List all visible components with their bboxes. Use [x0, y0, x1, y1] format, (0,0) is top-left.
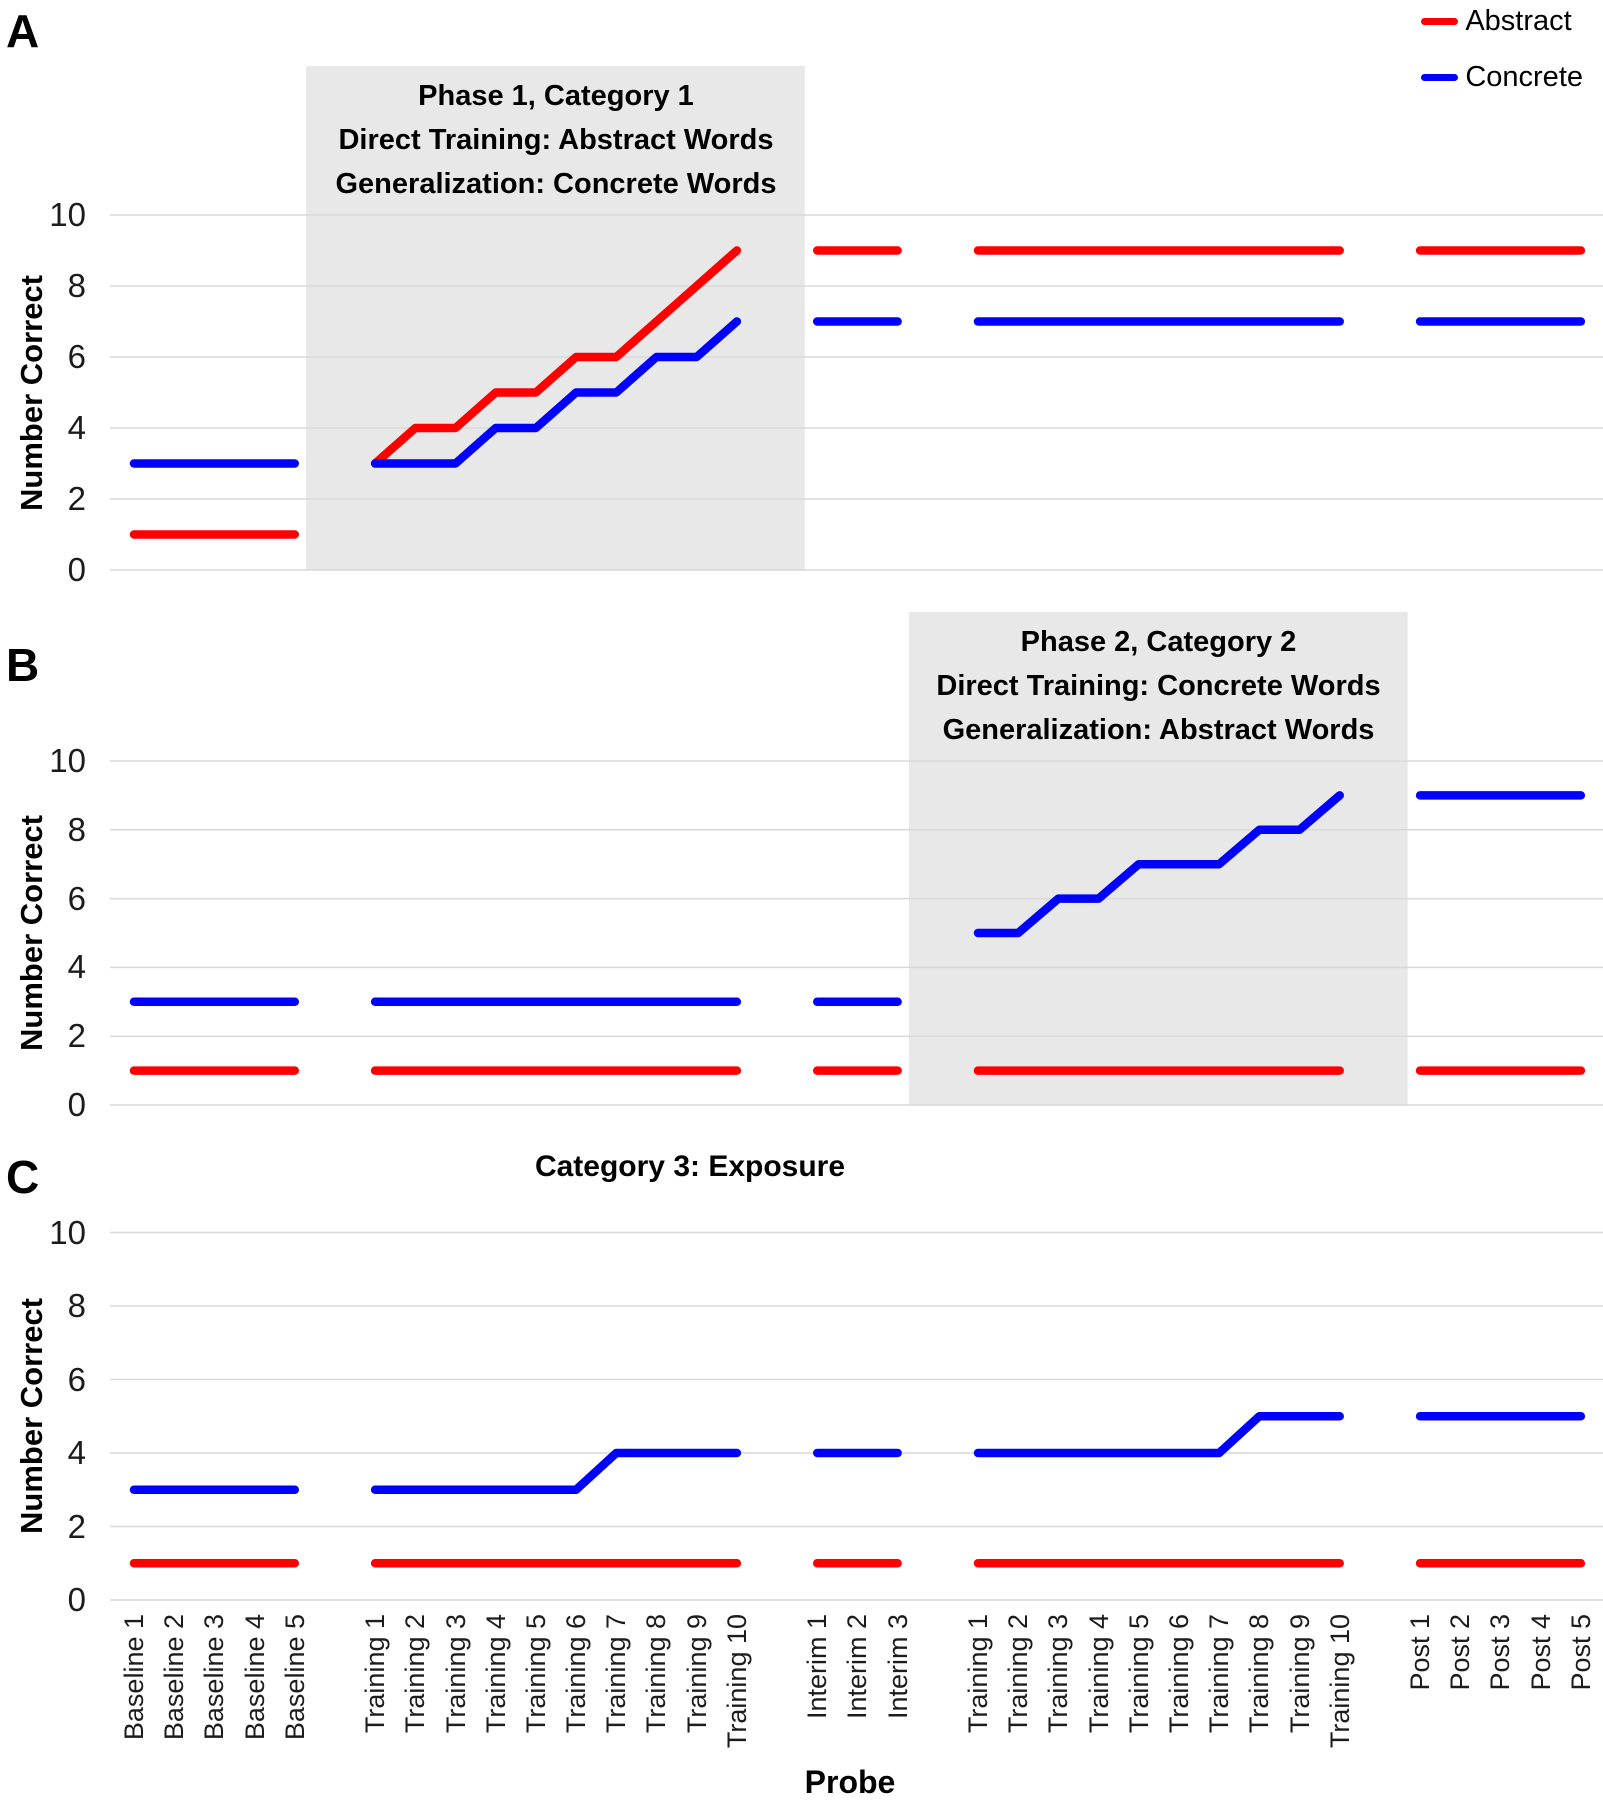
- y-tick-label: 6: [67, 1360, 86, 1398]
- panel-a-phase-title-line2: Direct Training: Abstract Words: [338, 124, 774, 156]
- x-axis-title: Probe: [804, 1764, 896, 1800]
- x-tick-label: Training 5: [1123, 1614, 1154, 1734]
- x-tick-label: Training 6: [561, 1614, 592, 1734]
- x-tick-label: Baseline 3: [199, 1614, 230, 1741]
- x-tick-label: Training 10: [1324, 1614, 1355, 1749]
- y-tick-label: 4: [67, 1434, 86, 1471]
- x-tick-label: Training 1: [962, 1614, 993, 1734]
- y-tick-label: 8: [67, 267, 86, 304]
- panel-c-title: Category 3: Exposure: [534, 1150, 846, 1183]
- y-tick-label: 6: [67, 879, 86, 917]
- concrete-line-swatch-icon: [1421, 74, 1458, 81]
- y-tick-label: 6: [67, 338, 86, 375]
- panel-c-label: C: [6, 1151, 40, 1203]
- x-tick-label: Baseline 1: [119, 1614, 149, 1741]
- y-tick-label: 10: [49, 742, 86, 779]
- abstract-line-swatch-icon: [1421, 18, 1458, 25]
- x-tick-label: Training 3: [1043, 1614, 1074, 1734]
- y-tick-label: 2: [67, 1017, 86, 1055]
- x-tick-label: Baseline 2: [159, 1614, 190, 1741]
- panel-a-label: A: [6, 5, 40, 57]
- y-tick-label: 4: [67, 948, 86, 986]
- y-tick-label: 0: [67, 1581, 86, 1618]
- x-tick-label: Post 1: [1405, 1614, 1436, 1691]
- series-concrete-training1-C: [375, 1453, 737, 1490]
- x-tick-label: Baseline 5: [279, 1614, 310, 1741]
- x-tick-label: Training 6: [1163, 1614, 1194, 1734]
- x-tick-label: Post 2: [1445, 1614, 1476, 1691]
- x-tick-label: Interim 1: [802, 1614, 833, 1720]
- x-tick-label: Training 4: [1083, 1614, 1114, 1734]
- x-tick-label: Post 3: [1485, 1614, 1516, 1691]
- panel-b-label: B: [6, 639, 40, 691]
- y-tick-label: 8: [67, 810, 86, 848]
- series-concrete-training2-C: [978, 1416, 1340, 1453]
- panel-b-phase-title: [909, 620, 1408, 752]
- x-tick-label: Training 3: [440, 1614, 471, 1734]
- y-tick-label: 10: [49, 196, 86, 233]
- y-tick-label: 2: [67, 1507, 86, 1545]
- x-tick-label: Training 8: [641, 1614, 672, 1734]
- x-tick-label: Training 10: [721, 1614, 752, 1749]
- panel-a-phase-title: [306, 74, 806, 206]
- x-tick-label: Training 9: [681, 1614, 712, 1734]
- panel-c-y-axis-title: Number Correct: [14, 1298, 49, 1534]
- legend-label-abstract: Abstract: [1465, 4, 1572, 37]
- legend-item-concrete: [1421, 58, 1583, 96]
- x-tick-label: Baseline 4: [239, 1614, 270, 1741]
- y-tick-label: 2: [67, 480, 86, 517]
- y-tick-label: 10: [49, 1213, 86, 1251]
- x-tick-label: Post 5: [1565, 1614, 1596, 1691]
- y-tick-label: 0: [67, 1086, 86, 1123]
- x-tick-label: Post 4: [1525, 1614, 1556, 1691]
- panel-b-phase-title-line2: Direct Training: Concrete Words: [936, 670, 1381, 702]
- x-tick-label: Training 4: [480, 1614, 511, 1734]
- y-tick-label: 0: [67, 551, 86, 588]
- x-tick-label: Training 7: [1204, 1614, 1235, 1734]
- legend-item-abstract: [1421, 2, 1583, 40]
- x-tick-label: Interim 2: [842, 1614, 873, 1720]
- legend-label-concrete: Concrete: [1465, 60, 1583, 93]
- x-tick-label: Training 9: [1284, 1614, 1315, 1734]
- x-tick-label: Training 8: [1244, 1614, 1275, 1734]
- y-tick-label: 8: [67, 1287, 86, 1324]
- panel-a-phase-title-line1: Phase 1, Category 1: [418, 80, 694, 112]
- panel-a-phase-title-line3: Generalization: Concrete Words: [335, 168, 777, 200]
- x-tick-label: Training 2: [400, 1614, 431, 1734]
- x-tick-label: Training 5: [520, 1614, 551, 1734]
- x-tick-label: Interim 3: [882, 1614, 913, 1720]
- panel-b-y-axis-title: Number Correct: [14, 815, 49, 1051]
- x-tick-label: Training 1: [360, 1614, 391, 1734]
- legend: [1421, 2, 1583, 114]
- panel-b-phase-title-line3: Generalization: Abstract Words: [942, 714, 1375, 746]
- panel-a-y-axis-title: Number Correct: [14, 275, 49, 511]
- x-tick-label: Training 2: [1003, 1614, 1034, 1734]
- x-tick-label: Training 7: [601, 1614, 632, 1734]
- panel-b-phase-title-line1: Phase 2, Category 2: [1020, 626, 1297, 658]
- y-tick-label: 4: [67, 409, 86, 446]
